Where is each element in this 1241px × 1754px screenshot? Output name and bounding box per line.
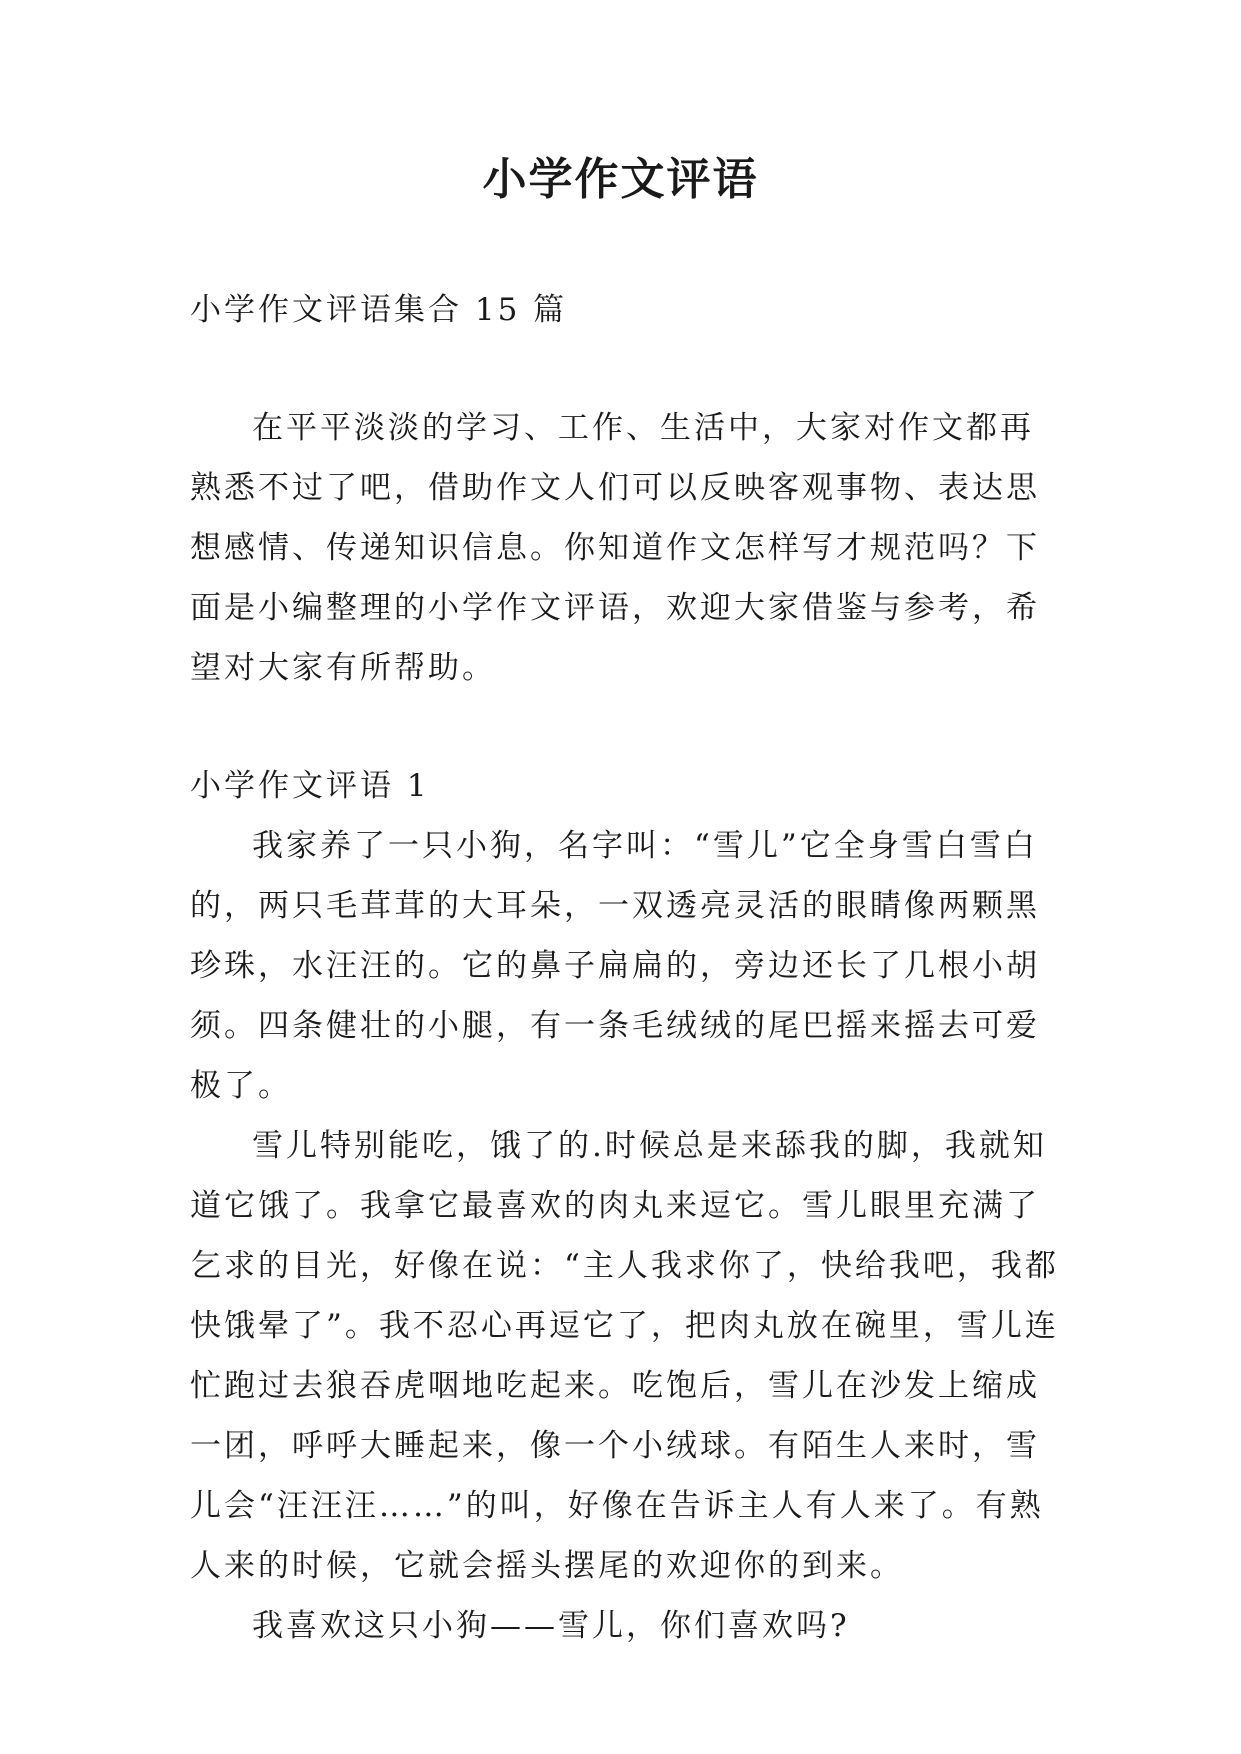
spacer	[190, 340, 1060, 398]
section-paragraph: 雪儿特别能吃，饿了的.时候总是来舔我的脚，我就知道它饿了。我拿它最喜欢的肉丸来逗它。雪儿眼里充满了乞求的目光，好像在说：“主人我求你了，快给我吧，我都快饿晕了”。我不忍心再逗它了，把肉丸放在碗里，雪儿连忙跑过去狼吞虎咽地吃起来。吃饱后，雪儿在沙发上缩成一团，呼呼大睡起来，像一个小绒球。有陌生人来时，雪儿会“汪汪汪……”的叫，好像在告诉主人有人来了。有熟人来的时候，它就会摇头摆尾的欢迎你的到来。	[190, 1128, 1059, 1584]
document-title: 小学作文评语	[482, 154, 759, 205]
section-paragraph: 我喜欢这只小狗——雪儿，你们喜欢吗?	[252, 1608, 850, 1644]
spacer	[190, 698, 1060, 756]
document-subtitle: 小学作文评语集合 15 篇	[190, 292, 568, 328]
document-body	[190, 280, 1060, 1656]
section-paragraph: 我家养了一只小狗，名字叫：“雪儿”它全身雪白雪白的，两只毛茸茸的大耳朵，一双透亮灵活的眼睛像两颗黑珍珠，水汪汪的。它的鼻子扁扁的，旁边还长了几根小胡须。四条健壮的小腿，有一条毛绒绒的尾巴摇来摇去可爱极了。	[190, 828, 1040, 1104]
section-heading: 小学作文评语 1	[190, 768, 430, 804]
intro-paragraph: 在平平淡淡的学习、工作、生活中，大家对作文都再熟悉不过了吧，借助作文人们可以反映客观事物、表达思想感情、传递知识信息。你知道作文怎样写才规范吗？下面是小编整理的小学作文评语，欢迎大家借鉴与参考，希望对大家有所帮助。	[190, 410, 1040, 686]
